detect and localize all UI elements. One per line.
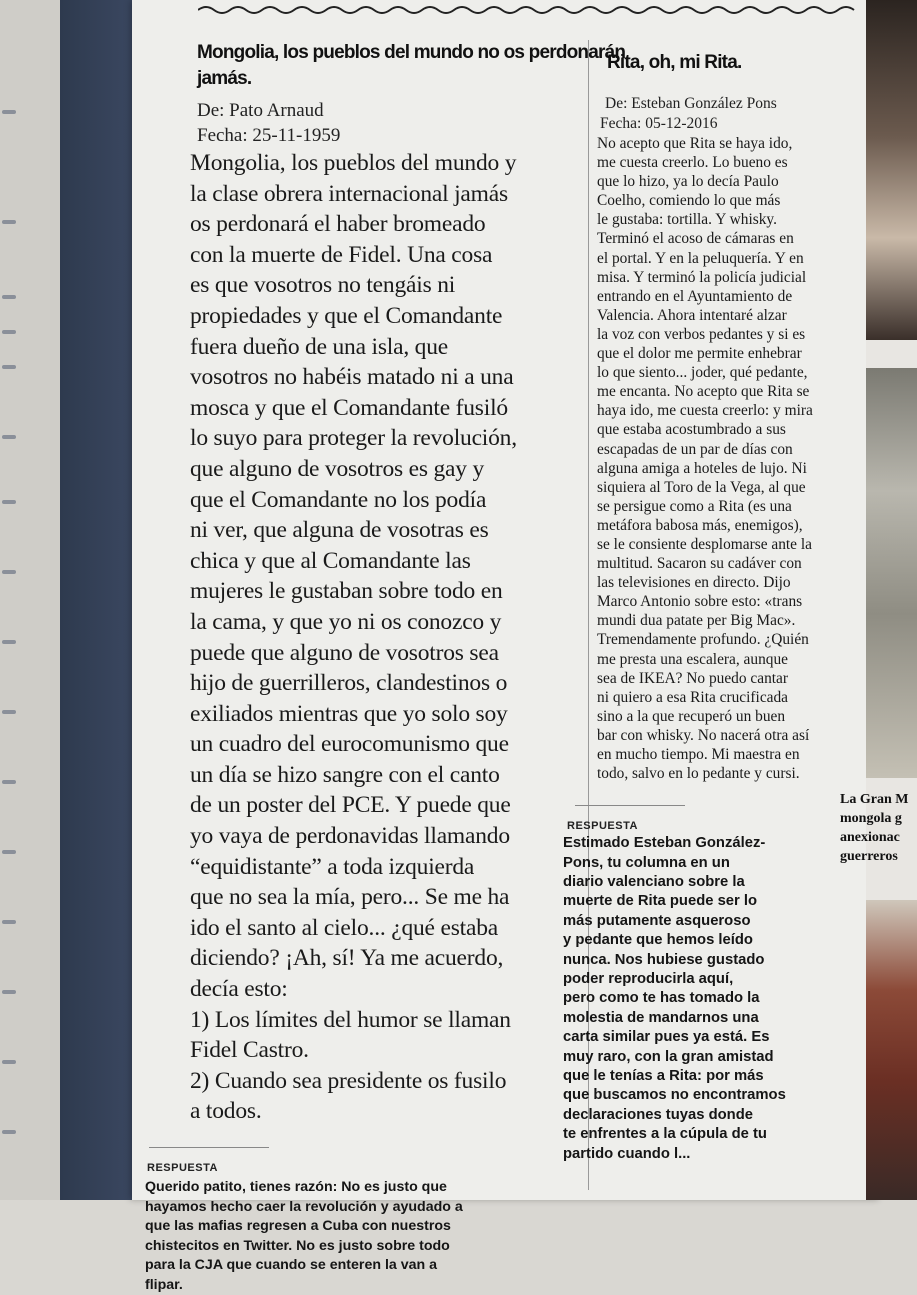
cover-edge [60,0,132,1200]
letter-author: De: Esteban González Pons [605,95,777,112]
photo-portrait [866,0,917,340]
letter-date: Fecha: 05-12-2016 [600,115,718,132]
letter-left [145,40,626,1295]
letter-body: Mongolia, los pueblos del mundo y la clase obrera internacional jamás os perdonará el haber bromeado con la muerte de Fidel. Una cosa es que vosotros no tengáis ni propiedades y que el Comandante fuera dueño de una isla, que vosotros no habéis matado ni a una mosca y que el Comandante fusiló lo suyo para proteger la revolución, que alguno de vosotros es gay y que el Comandante no los podía ni ver, que alguna de vosotras es chica y que al Comandante las mujeres le gustaban sobre todo en la cama, y que yo ni os conozco y puede que alguno de vosotros sea hijo de guerrilleros, clandestinos o exiliados mientras que yo solo soy un cuadro del eurocomunismo que un día se hizo sangre con el canto de un poster del PCE. Y puede que yo vaya de perdonavidas llamando “equidistante” a toda izquierda que no sea la mía, pero... Se me ha ido el santo al cielo... ¿qué estaba diciendo? ¡Ah, sí! Ya me acuerdo, decía esto: 1) Los límites del humor se llaman Fidel Castro. 2) Cuando sea presidente os fusilo a todos. [190,150,517,1125]
letter-body: No acepto que Rita se haya ido, me cuesta creerlo. Lo bueno es que lo hizo, ya lo decía Paulo Coelho, comiendo lo que más le gustaba: tortilla. Y whisky. Terminó el acoso de cámaras en el portal. Y en la peluquería. Y en misa. Y terminó la policía judicial entrando en el Ayuntamiento de Valencia. Ahora intentaré alzar la voz con verbos pedantes y si es que el dolor me permite enhebrar lo que siento... joder, qué pedante, me encanta. No acepto que Rita se haya ido, me cuesta creerlo: y mira que estaba acostumbrado a sus escapadas de un par de días con alguna amiga a hoteles de lujo. Ni siquiera al Toro de la Vega, al que se persigue como a Rita (es una metáfora babosa más, enemigos), se le consiente desplomarse ante la multitud. Sacaron su cadáver con las televisiones en directo. Dijo Marco Antonio sobre esto: «trans mundi dua patate per Big Mac». Tremendamente profundo. ¿Quién me presta una escalera, aunque sea de IKEA? No puedo cantar ni quiero a esa Rita crucificada sino a la que recuperó un buen bar con whisky. No nacerá otra así en mucho tiempo. Mi maestra en todo, salvo en lo pedante y cursi. [597,135,813,783]
response-label: RESPUESTA [567,820,638,833]
decorative-wavy-rule [198,2,858,18]
adjacent-column [866,0,917,1200]
photo-painting [866,368,917,778]
letter-headline: Mongolia, los pueblos del mundo no os perdonarán jamás. [197,42,626,89]
letter-author: De: Pato Arnaud [197,100,324,121]
page-background [0,0,60,1200]
adjacent-caption: La Gran M mongola g anexionac guerreros [840,792,909,864]
letter-headline: Rita, oh, mi Rita. [607,52,742,73]
response-body: Estimado Esteban González- Pons, tu columna en un diario valenciano sobre la muerte de Rita puede ser lo más putamente asqueroso y pedante que hemos leído nunca. Nos hubiese gustado poder reproducirla aquí, pero como te has tomado la molestia de mandarnos una carta similar pues ya está. Es muy raro, con la gran amistad que le tenías a Rita: por más que buscamos no encontramos declaraciones tuyas donde te enfrentes a la cúpula de tu partido cuando l... [563,835,786,1162]
letter-right [563,40,860,1164]
letter-date: Fecha: 25-11-1959 [197,125,341,146]
response-label: RESPUESTA [147,1162,218,1174]
response-body: Querido patito, tienes razón: No es justo que hayamos hecho caer la revolución y ayudado a que las mafias regresen a Cuba con nuestros chistecitos en Twitter. No es justo sobre todo para la CJA que cuando se enteren la van a flipar. [145,1179,463,1293]
photo-parliament [866,900,917,1200]
